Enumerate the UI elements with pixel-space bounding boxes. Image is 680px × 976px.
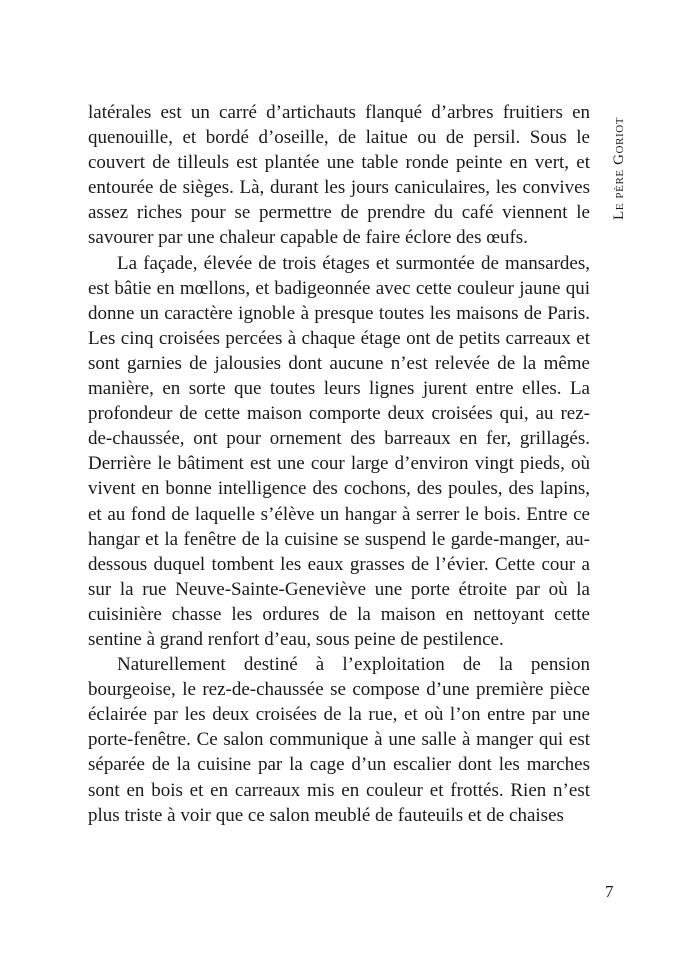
body-text <box>88 100 590 828</box>
page-number: 7 <box>605 882 614 901</box>
paragraph-1: latérales est un carré d’artichauts flanqué d’arbres fruitiers en quenouille, et bordé d’oseille, de laitue ou de persil. Sous le couvert de tilleuls est plantée une table ronde peinte en vert, et entourée de sièges. Là, durant les jours caniculaires, les convives assez riches pour se permettre de prendre du café viennent le savourer par une chaleur capable de faire éclore des œufs. <box>88 102 590 249</box>
paragraph-2: La façade, élevée de trois étages et surmontée de mansardes, est bâtie en mœllons, et badigeonnée avec cette couleur jaune qui donne un caractère ignoble à presque toutes les maisons de Paris. Les cinq croisées percées à chaque étage ont de petits carreaux et sont garnies de jalousies dont aucune n’est relevée de la même manière, en sorte que toutes leurs lignes jurent entre elles. La profondeur de cette maison comporte deux croisées qui, au rez-de-chaussée, ont pour ornement des barreaux en fer, grillagés. Derrière le bâtiment est une cour large d’environ vingt pieds, où vivent en bonne intelligence des cochons, des poules, des lapins, et au fond de laquelle s’élève un hangar à serrer le bois. Entre ce hangar et la fenêtre de la cuisine se suspend le garde-manger, au-dessous duquel tombent les eaux grasses de l’évier. Cette cour a sur la rue Neuve-Sainte-Geneviève une porte étroite par où la cuisinière chasse les ordures de la maison en nettoyant cette sentine à grand renfort d’eau, sous peine de pestilence. <box>88 252 590 650</box>
paragraph-3: Naturellement destiné à l’exploitation de la pension bourgeoise, le rez-de-chaussée se compose d’une première pièce éclairée par les deux croisées de la rue, et où l’on entre par une porte-fenêtre. Ce salon communique à une salle à manger qui est séparée de la cuisine par la cage d’un escalier dont les marches sont en bois et en carreaux mis en couleur et frottés. Rien n’est plus triste à voir que ce salon meublé de fauteuils et de chaises <box>88 654 590 826</box>
running-head-title: Le père Goriot <box>611 116 627 220</box>
running-head <box>611 117 628 220</box>
